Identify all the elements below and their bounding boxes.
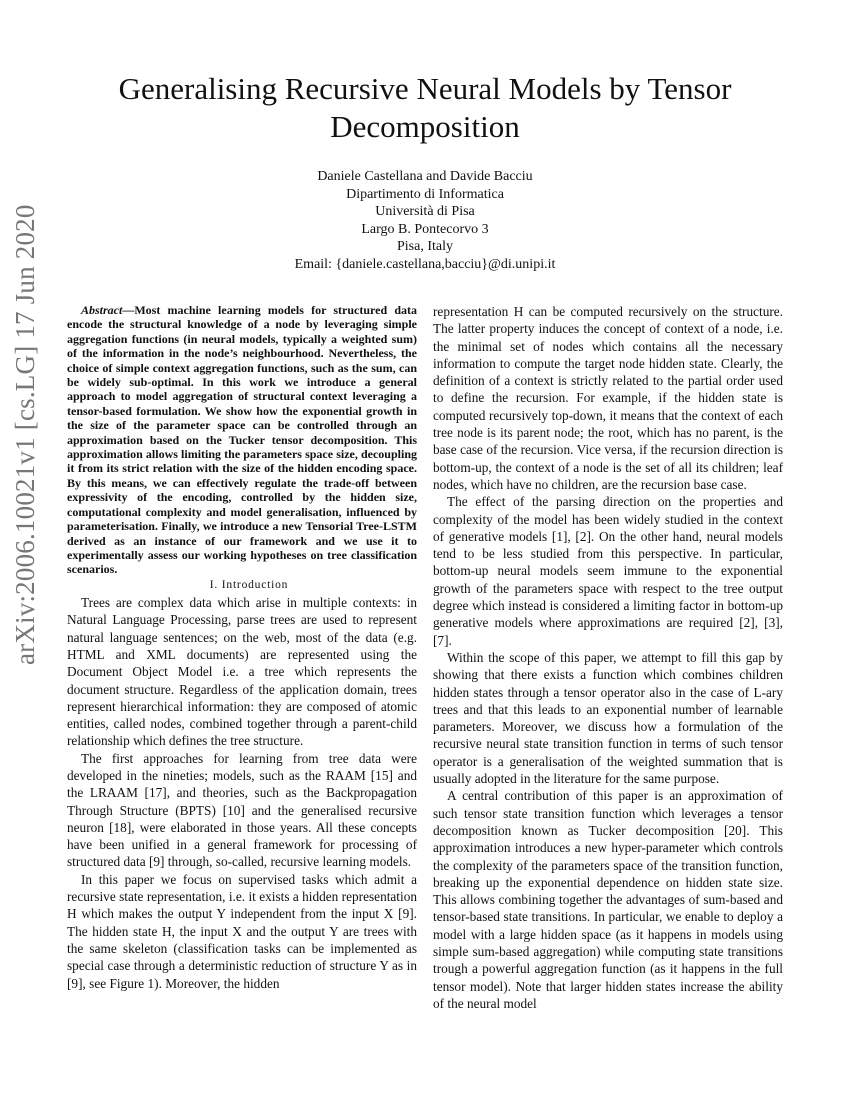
- left-column: [67, 303, 417, 992]
- paper-title: Generalising Recursive Neural Models by Tensor Decomposition: [118, 71, 732, 144]
- author-block: [200, 168, 650, 273]
- paragraph: Trees are complex data which arise in multiple contexts: in Natural Language Processing, parse trees are used to represent natural language sentences; on the web, most of the data (e.g. HTML and XML documents) are represented using the Document Object Model i.e. a tree which represents the document structure. Regardless of the application domain, trees represent hierarchical information: they are composed of atomic entities, called nodes, combined together through a parent-child relationship which defines the tree structure.: [67, 595, 417, 749]
- author-department: Dipartimento di Informatica: [346, 186, 504, 202]
- abstract-text: —Most machine learning models for structured data encode the structural knowledge of a node by leveraging simple aggregation functions (in neural models, typically a weighted sum) of the information in the node’s neighbourhood. Nevertheless, the choice of simple context aggregation functions, such as the sum, can be widely sub-optimal. In this work we introduce a general approach to model aggregation of structural context leveraging a tensor-based formulation. We show how the exponential growth in the size of the parameter space can be controlled through an approximation based on the Tucker tensor decomposition. This approximation allows limiting the parameters space size, decoupling it from its strict relation with the size of the hidden encoding space. By this means, we can effectively regulate the trade-off between expressivity of the encoding, controlled by the hidden size, computational complexity and model generalisation, influenced by parameterisation. Finally, we introduce a new Tensorial Tree-LSTM derived as an instance of our framework and we use it to experimentally assess our working hypotheses on tree classification scenarios.: [67, 303, 417, 577]
- abstract: [67, 303, 417, 577]
- author-university: Università di Pisa: [375, 204, 475, 219]
- right-column: [433, 303, 783, 1012]
- arxiv-identifier: arXiv:2006.10021v1 [cs.LG] 17 Jun 2020: [10, 204, 40, 665]
- abstract-lead: Abstract: [81, 303, 123, 317]
- section-heading-introduction: I. Introduction: [209, 578, 289, 591]
- paragraph: The effect of the parsing direction on the properties and complexity of the model has been widely studied in the context of generative models [1], [2]. On the other hand, neural models tend to be less studied from this perspective. In particular, bottom-up neural models seem immune to the exponential growth of the parameters space with respect to the tree output degree which instead is considered a limiting factor in bottom-up generative models where approximations are required [2], [3], [7].: [433, 494, 783, 648]
- author-street: Largo B. Pontecorvo 3: [361, 221, 489, 237]
- author-names: Daniele Castellana and Davide Bacciu: [317, 169, 533, 184]
- paragraph: representation H can be computed recursively on the structure. The latter property induces the concept of context of a node, i.e. the minimal set of nodes which contains all the necessary information to compute the target node hidden state. Clearly, the definition of a context is strictly related to the partial order used to define the recursion. For example, if the hidden state is computed recursively top-down, it means that the context of each tree node is its parent node; the root, which has no parent, is the base case of the recursion. Vice versa, if the recursion direction is bottom-up, the context of a node is the set of all its children; leaf nodes, which have no children, are the recursion base case.: [433, 304, 783, 492]
- paragraph: In this paper we focus on supervised tasks which admit a recursive state representation, i.e. it exists a hidden representation H which makes the output Y independent from the input X [9]. The hidden state H, the input X and the output Y are trees with the same skeleton (classification tasks can be implemented as special case through a deterministic reduction of structure Y as in [9], see Figure 1). Moreover, the hidden: [67, 871, 417, 991]
- author-city: Pisa, Italy: [397, 239, 453, 254]
- paragraph: The first approaches for learning from tree data were developed in the nineties; models, such as the RAAM [15] and the LRAAM [17], and theories, such as the Backpropagation Through Structure (BPTS) [10] and the generalised recursive neuron [18], were elaborated in those years. All these concepts have been unified in a general framework for processing of structured data [9] through, so-called, recursive learning models.: [67, 750, 417, 870]
- paragraph: A central contribution of this paper is an approximation of such tensor state transition function which leverages a tensor decomposition known as Tucker decomposition [20]. This approximation introduces a new hyper-parameter which controls the complexity of the parameters space of the transition function, breaking up the exponential dependence on hidden state size. This allows combining together the advantages of sum-based and tensor-based state transitions. In particular, we enable to deploy a model with a large hidden space (as it happens in models using simple sum-based aggregation) while computing state transitions trough a powerful aggregation function (as it happens in the full tensor model). Note that larger hidden states increase the ability of the neural model: [433, 788, 783, 1011]
- author-email: Email: {daniele.castellana,bacciu}@di.unipi.it: [294, 256, 556, 272]
- paragraph: Within the scope of this paper, we attempt to fill this gap by showing that there exists a function which combines children hidden states through a tensor operator also in the case of L-ary trees and that this leads to an exponential number of learnable parameters. Moreover, we discuss how a formulation of the recursive neural state transition function in terms of such tensor operator is a generalisation of the weighted summation that is usually adopted in the literature for the same purpose.: [433, 649, 783, 787]
